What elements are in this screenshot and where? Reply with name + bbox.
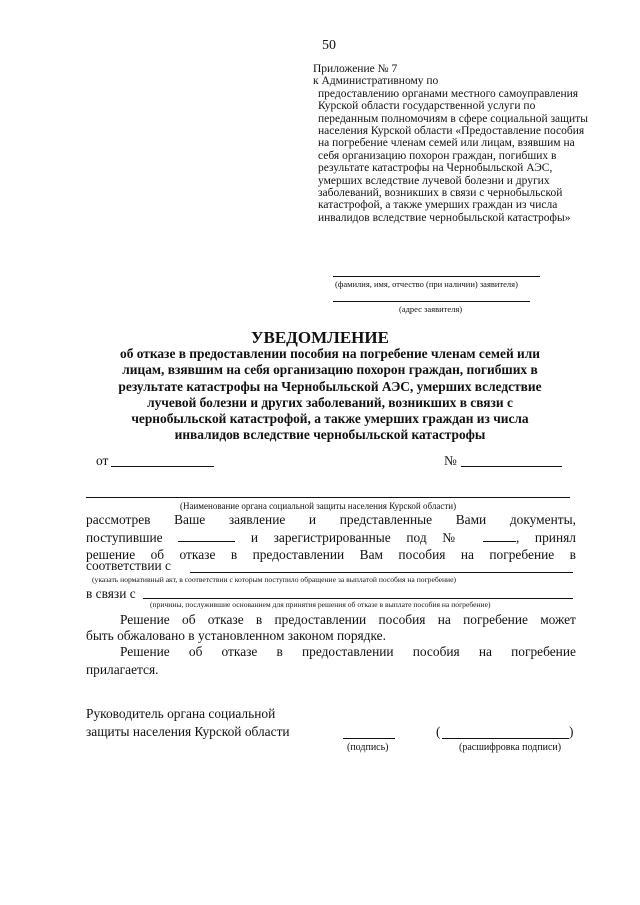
word: документы, <box>509 512 576 527</box>
word: отказе <box>221 644 258 659</box>
body-line-1 <box>86 512 576 528</box>
appendix-line: инвалидов вследствие чернобыльской катастрофы» <box>318 211 571 224</box>
accepted-label: , принял <box>515 530 576 545</box>
word: в <box>255 612 263 627</box>
appendix-line: умерших вследствие лучевой болезни и других <box>318 174 550 187</box>
word: об <box>182 612 196 627</box>
word: Решение <box>120 644 170 659</box>
appeal-line-2: быть обжаловано в установленном законом порядке. <box>86 628 386 643</box>
registration-number-field[interactable] <box>483 530 516 542</box>
word: Вам <box>359 547 383 562</box>
received-label: поступившие <box>86 530 163 545</box>
normative-act-field[interactable] <box>190 572 573 573</box>
word: в <box>230 547 238 562</box>
word: предоставлении <box>274 612 367 627</box>
word: предоставлении <box>301 644 394 659</box>
reason-label: в связи с <box>86 586 136 601</box>
word: предоставлении <box>252 547 345 562</box>
word: Ваше <box>174 512 206 527</box>
subtitle-line: лучевой болезни и других заболеваний, возникших в связи с <box>147 394 513 410</box>
applicant-name-caption: (фамилия, имя, отчество (при наличии) заявителя) <box>335 279 518 289</box>
applicant-name-line[interactable] <box>333 276 540 277</box>
word: и <box>308 512 317 527</box>
reason-field[interactable] <box>143 598 573 599</box>
appendix-line: к Административному по <box>313 75 439 88</box>
word: на <box>478 644 492 659</box>
notice-title: УВЕДОМЛЕНИЕ <box>251 328 389 347</box>
appendix-line: катастрофой, а также умерших граждан из числа <box>318 199 558 212</box>
signature-field[interactable] <box>343 738 395 739</box>
word: об <box>150 547 165 562</box>
subtitle-line: результате катастрофы на Чернобыльской АЭС, умерших вследствие <box>118 378 542 394</box>
date-field[interactable] <box>111 466 214 467</box>
signature-caption: (подпись) <box>347 742 389 753</box>
attached-line-1 <box>120 644 576 660</box>
subtitle-line: лицам, взявшим на себя организацию похорон граждан, погибших в <box>122 362 538 378</box>
word: погребение <box>511 644 576 659</box>
word: Вами <box>455 512 487 527</box>
word: на <box>460 547 474 562</box>
attached-line-2: прилагается. <box>86 662 159 677</box>
word: представленные <box>339 512 433 527</box>
appendix-line: Курской области государственной услуги по <box>318 100 536 113</box>
word: пособия <box>412 644 460 659</box>
word: об <box>188 644 203 659</box>
appendix-line: переданным полномочиям в сфере социальной защиты <box>318 112 588 125</box>
reason-caption: (причины, послужившие основанием для принятия решения об отказе в выплате пособия на погребение) <box>150 600 491 609</box>
word: погребение <box>489 547 555 562</box>
appendix-line: Приложение № 7 <box>313 63 398 75</box>
body-line-2 <box>86 530 576 546</box>
word: может <box>540 612 576 627</box>
appendix-header <box>313 63 603 224</box>
signature-decoding-field[interactable] <box>442 738 569 739</box>
word: рассмотрев <box>86 512 151 527</box>
notice-subtitle <box>85 346 575 444</box>
decoding-caption: (расшифровка подписи) <box>459 742 562 753</box>
word: в <box>569 547 576 562</box>
subtitle-line: чернобыльской катастрофой, а также умерших граждан из числа <box>131 411 529 427</box>
word: погребение <box>463 612 528 627</box>
subtitle-line: об отказе в предоставлении пособия на погребение членам семей или <box>120 346 540 361</box>
received-date-field[interactable] <box>178 530 235 542</box>
applicant-address-line[interactable] <box>333 301 530 302</box>
number-prefix: № <box>444 453 457 468</box>
word: отказе <box>207 612 244 627</box>
word: в <box>276 644 283 659</box>
word: на <box>437 612 451 627</box>
registered-label: и зарегистрированные под № <box>250 530 468 545</box>
word: пособия <box>378 612 426 627</box>
word: Решение <box>120 612 170 627</box>
organ-name-caption: (Наименование органа социальной защиты населения Курской области) <box>180 501 457 511</box>
normative-act-caption: (указать нормативный акт, в соответствии с которым поступило обращение за выплатой пособия на погребение) <box>92 575 456 584</box>
appendix-line: на погребение членам семей или лицам, взявшим на <box>318 137 575 150</box>
close-paren: ) <box>569 724 574 739</box>
date-prefix: от <box>96 453 109 468</box>
applicant-address-caption: (адрес заявителя) <box>399 304 463 314</box>
appendix-line: заболеваний, возникших в связи с чернобыльской <box>318 187 563 200</box>
word: решение <box>86 547 136 562</box>
word: заявление <box>228 512 286 527</box>
head-position-line-1: Руководитель органа социальной <box>86 706 276 721</box>
appeal-line-1 <box>120 612 576 628</box>
page-number: 50 <box>322 38 336 53</box>
appendix-line: предоставлению органами местного самоуправления <box>318 87 579 100</box>
subtitle-line: инвалидов вследствие чернобыльской катастрофы <box>174 427 486 443</box>
word: отказе <box>179 547 216 562</box>
appendix-line: населения Курской области «Предоставление пособия <box>318 125 585 138</box>
appendix-line: себя организацию похорон граждан, погибших в <box>318 149 557 162</box>
according-to-label: соответствии с <box>86 558 171 573</box>
word: пособия <box>398 547 446 562</box>
appendix-line: результате катастрофы на Чернобыльской АЭС, <box>318 162 553 175</box>
number-field[interactable] <box>461 466 562 467</box>
organ-name-line[interactable] <box>86 497 570 498</box>
open-paren: ( <box>436 724 441 739</box>
head-position-line-2: защиты населения Курской области <box>86 724 290 739</box>
